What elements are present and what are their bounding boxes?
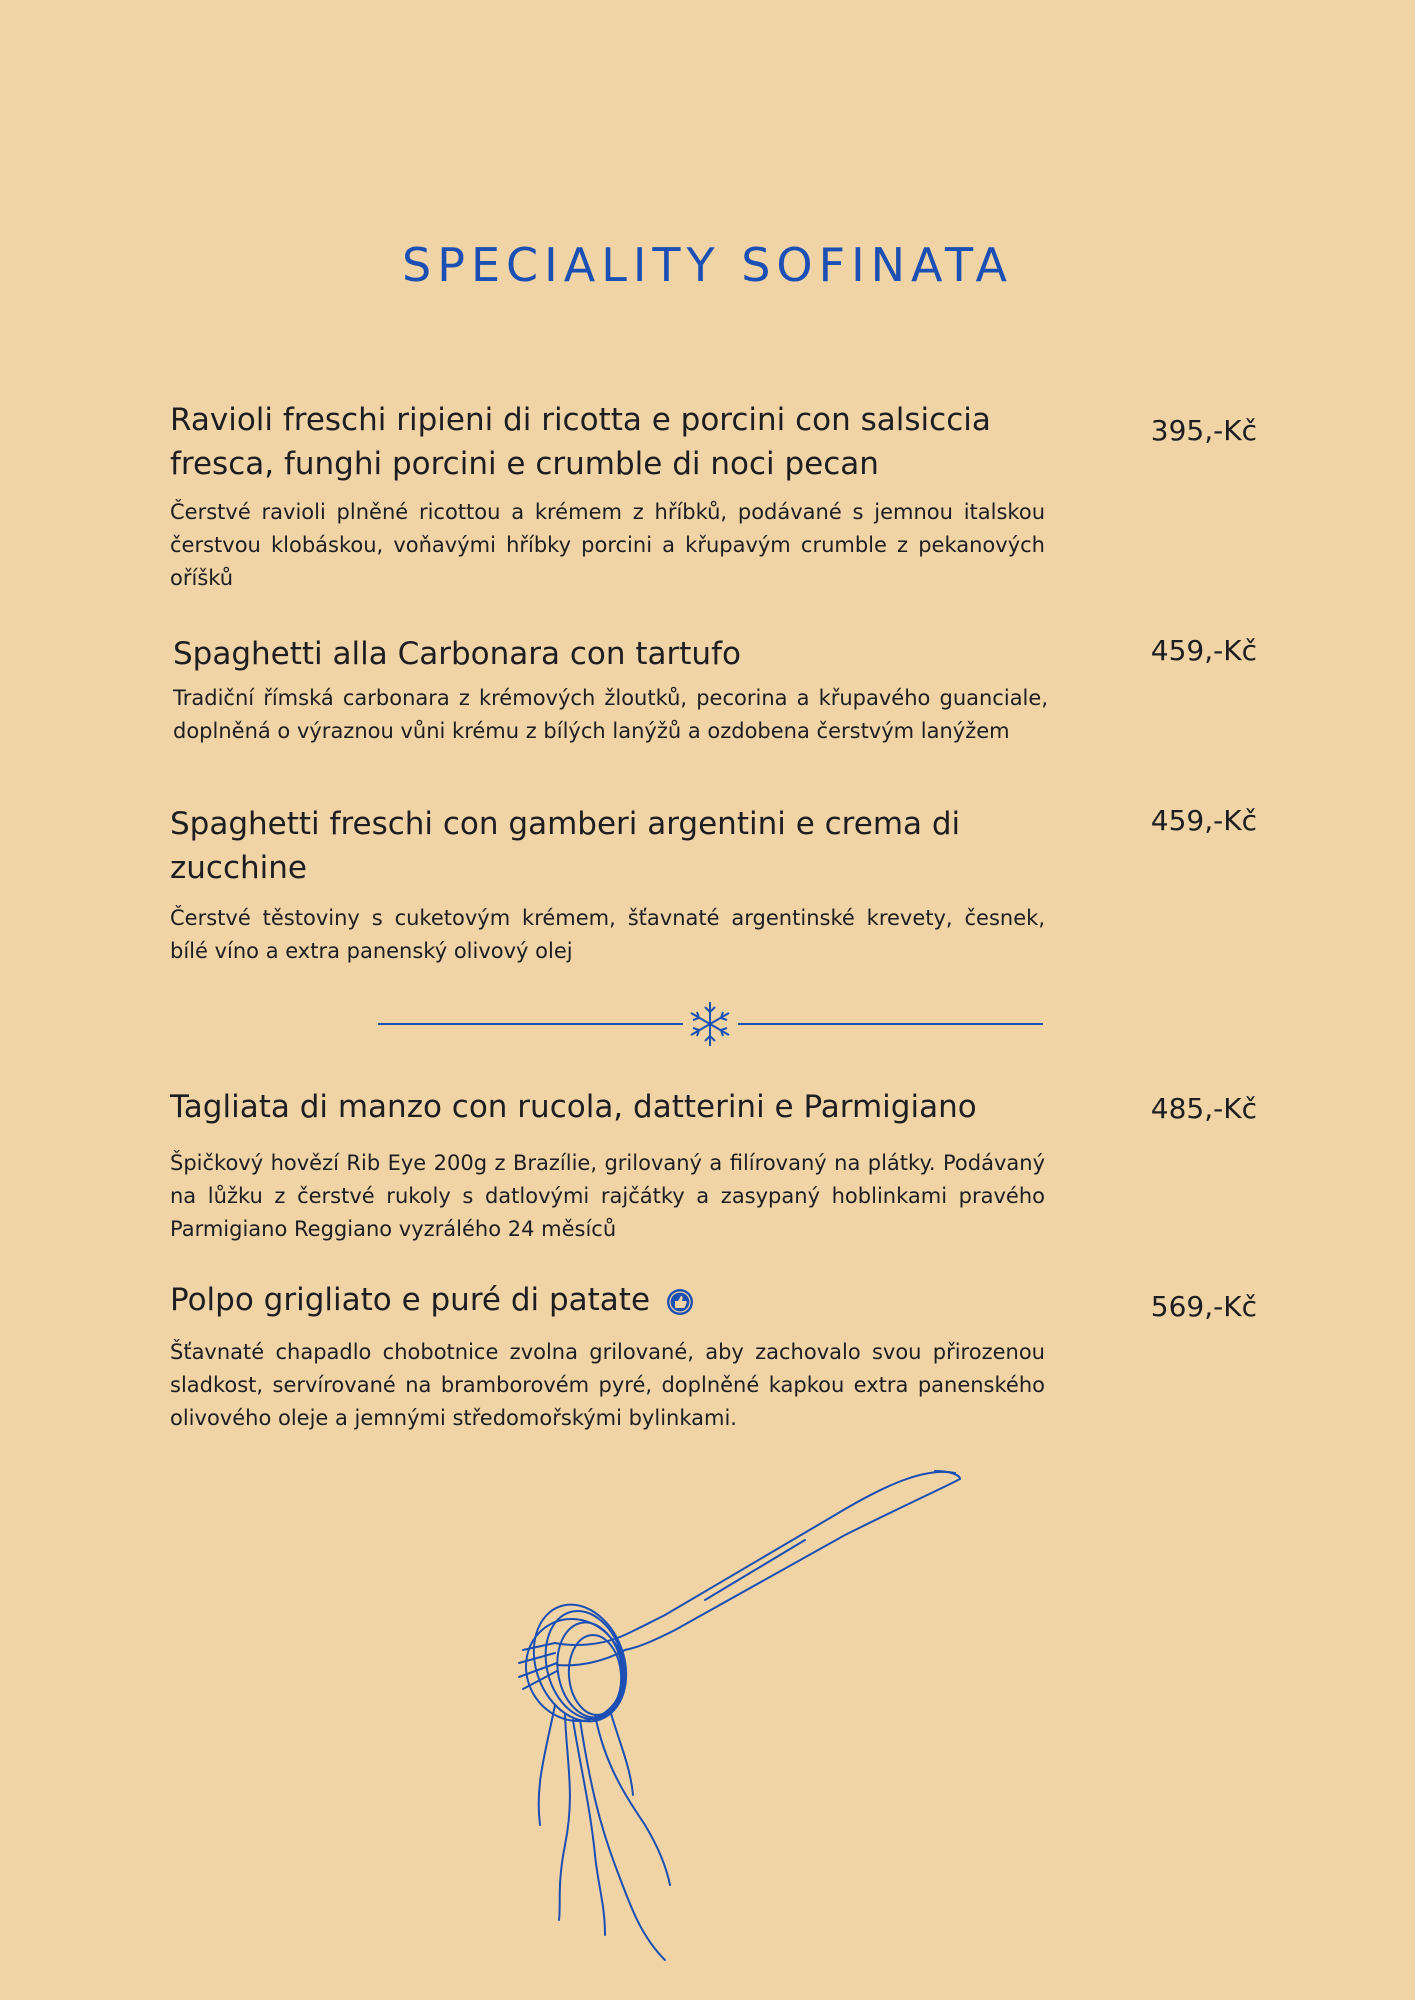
snowflake-icon: [691, 1002, 729, 1046]
section-divider: [378, 996, 1043, 1052]
item-description: Tradiční římská carbonara z krémových žloutků, pecorina a křupavého guanciale, doplněná o výraznou vůni krému z bílých lanýžů a ozdobena čerstvým lanýžem: [173, 686, 1048, 743]
menu-item: [170, 398, 1045, 595]
item-description: Čerstvé těstoviny s cuketovým krémem, šťavnaté argentinské krevety, česnek, bílé víno a extra panenský olivový olej: [170, 906, 1045, 963]
item-description: Šťavnaté chapadlo chobotnice zvolna grilované, aby zachovalo svou přirozenou sladkost, servírované na bramborovém pyré, doplněné kapkou extra panenského olivového oleje a jemnými středomořskými bylinkami.: [170, 1340, 1045, 1430]
menu-item: [170, 1278, 1045, 1435]
item-name: Spaghetti freschi con gamberi argentini e crema di zucchine: [170, 806, 961, 886]
item-price: 485,-Kč: [1150, 1092, 1257, 1125]
item-name: Ravioli freschi ripieni di ricotta e porcini con salsiccia fresca, funghi porcini e crumble di noci pecan: [170, 402, 991, 482]
item-description: Čerstvé ravioli plněné ricottou a krémem z hříbků, podávané s jemnou italskou čerstvou klobáskou, voňavými hříbky porcini a křupavým crumble z pekanových oříšků: [170, 500, 1045, 590]
thumbs-up-icon: [666, 1288, 694, 1316]
item-price: 395,-Kč: [1150, 414, 1257, 447]
fork-with-spaghetti-icon: [505, 1465, 965, 1965]
menu-item: [173, 632, 1048, 748]
item-description: Špičkový hovězí Rib Eye 200g z Brazílie, grilovaný a filírovaný na plátky. Podávaný na lůžku z čerstvé rukoly s datlovými rajčátky a zasypaný hoblinkami pravého Parmigiano Reggiano vyzrálého 24 měsíců: [170, 1151, 1045, 1241]
item-price: 459,-Kč: [1150, 804, 1257, 837]
menu-item: [170, 802, 1045, 968]
item-name: Tagliata di manzo con rucola, datterini e Parmigiano: [170, 1089, 977, 1125]
item-price: 459,-Kč: [1150, 634, 1257, 667]
item-name-text: Polpo grigliato e puré di patate: [170, 1282, 651, 1318]
item-name: Spaghetti alla Carbonara con tartufo: [173, 636, 741, 672]
menu-item: [170, 1085, 1045, 1246]
item-price: 569,-Kč: [1150, 1290, 1257, 1323]
item-name: [170, 1278, 1045, 1322]
page-title: SPECIALITY SOFINATA: [402, 238, 1013, 292]
